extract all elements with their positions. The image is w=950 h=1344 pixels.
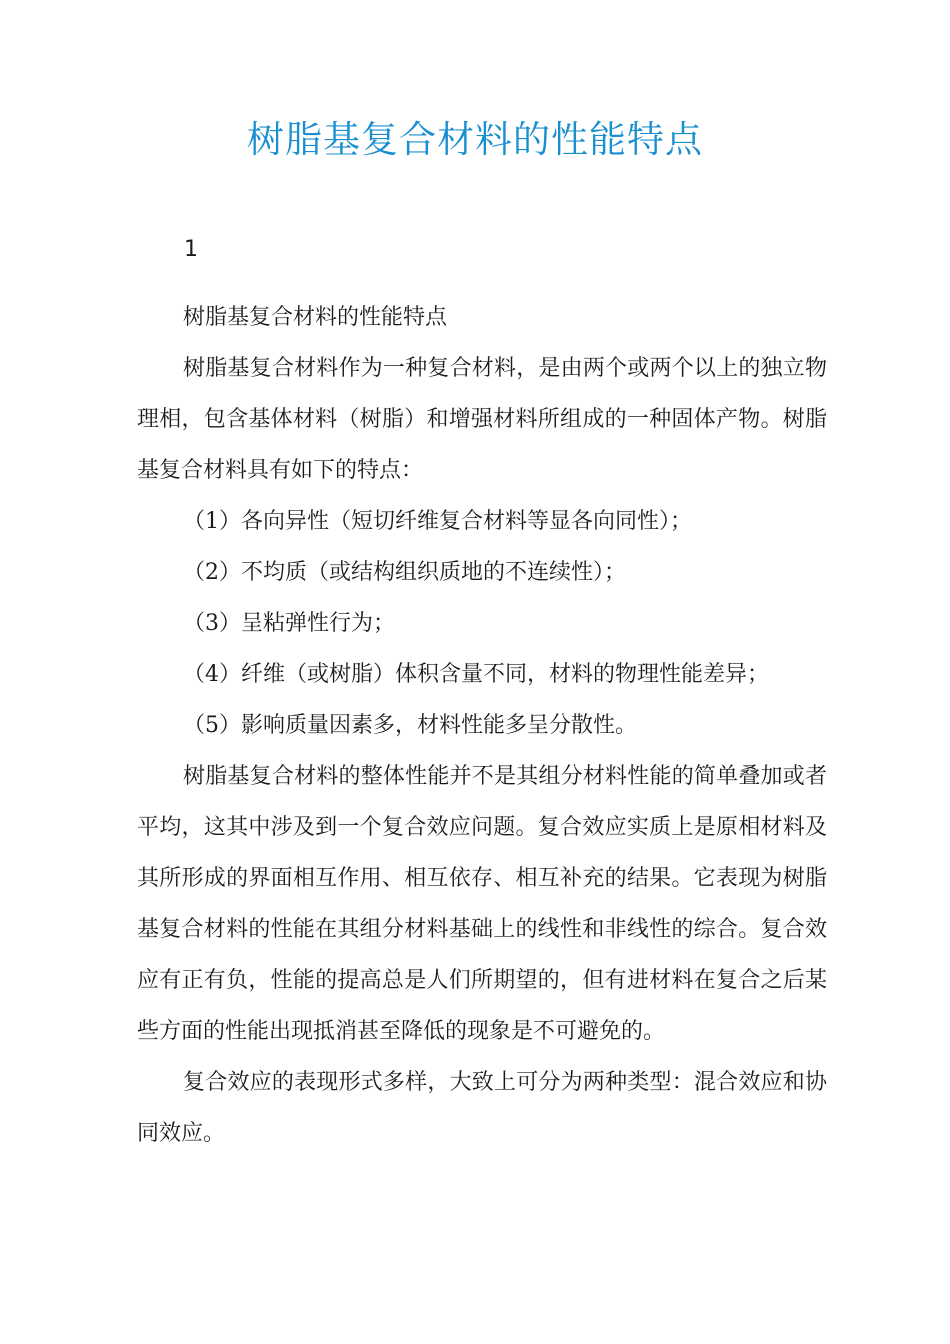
- feature-item: （2）不均质（或结构组织质地的不连续性）；: [183, 560, 626, 585]
- page-number: 1: [184, 237, 198, 262]
- document-body: [137, 292, 827, 1159]
- feature-item: （3）呈粘弹性行为；: [183, 611, 395, 636]
- feature-item: （5）影响质量因素多，材料性能多呈分散性。: [183, 713, 637, 738]
- body-paragraph: 复合效应的表现形式多样，大致上可分为两种类型：混合效应和协同效应。: [137, 1070, 827, 1146]
- feature-item: （1）各向异性（短切纤维复合材料等显各向同性）；: [183, 509, 692, 534]
- section-heading: 树脂基复合材料的性能特点: [183, 305, 448, 330]
- feature-item: （4）纤维（或树脂）体积含量不同，材料的物理性能差异；: [183, 662, 769, 687]
- body-paragraph: 树脂基复合材料的整体性能并不是其组分材料性能的简单叠加或者平均，这其中涉及到一个复合效应问题。复合效应实质上是原相材料及其所形成的界面相互作用、相互依存、相互补充的结果。它表现为树脂基复合材料的性能在其组分材料基础上的线性和非线性的综合。复合效应有正有负，性能的提高总是人们所期望的，但有进材料在复合之后某些方面的性能出现抵消甚至降低的现象是不可避免的。: [137, 764, 827, 1044]
- intro-paragraph: 树脂基复合材料作为一种复合材料，是由两个或两个以上的独立物理相，包含基体材料（树脂）和增强材料所组成的一种固体产物。树脂基复合材料具有如下的特点：: [137, 356, 827, 483]
- document-title: 树脂基复合材料的性能特点: [247, 118, 703, 161]
